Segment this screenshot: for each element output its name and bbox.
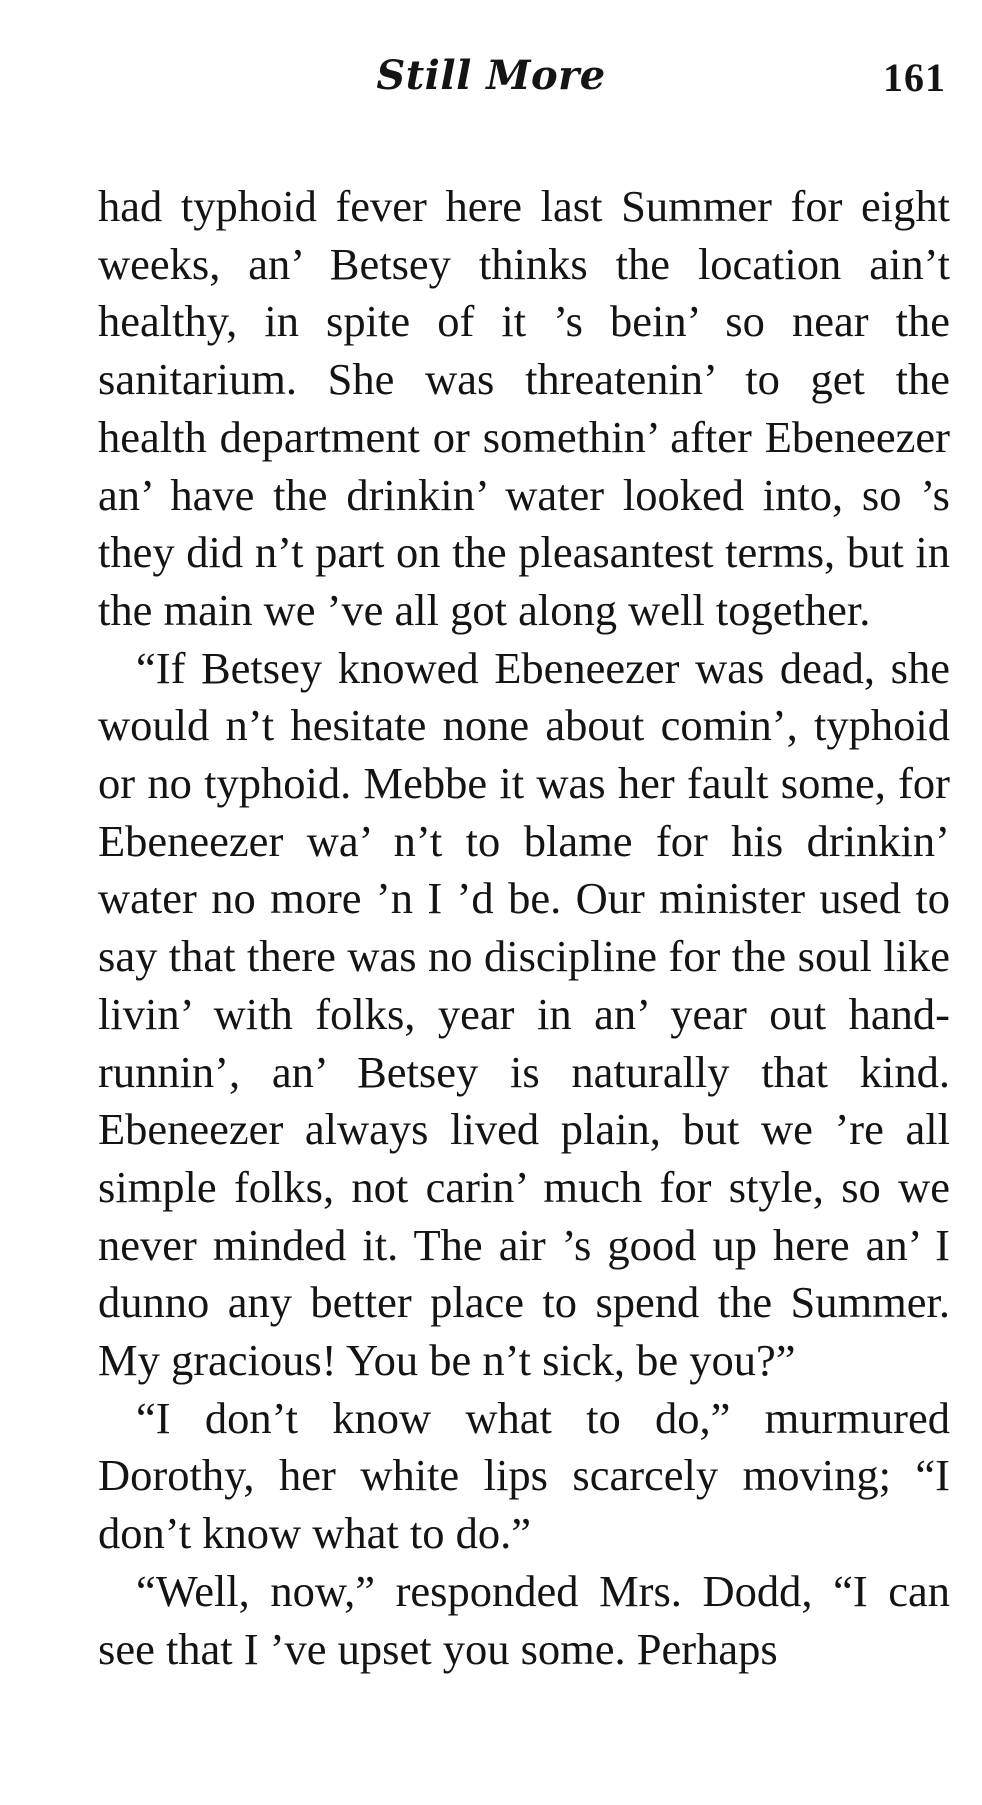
paragraph-dorothy: “I don’t know what to do,” murmured Dorothy, her white lips scarcely moving; “I don’t know what to do.” xyxy=(98,1392,950,1559)
paragraph-betsey: “If Betsey knowed Ebeneezer was dead, she would n’t hesitate none about comin’, typhoid or no typhoid. Mebbe it was her fault some, for Ebeneezer wa’ n’t to blame for his drinkin’ water no more ’n I ’d be. Our minister used to say that there was no discipline for the soul like livin’ with folks, year in an’ year out hand-runnin’, an’ Betsey is naturally that kind. Ebeneezer always lived plain, but we ’re all simple folks, not carin’ much for style, so we never minded it. The air ’s good up here an’ I dunno any better place to spend the Summer. My gracious! You be n’t sick, be you?” xyxy=(98,642,950,1386)
running-title: Still More xyxy=(376,52,606,99)
page-number: 161 xyxy=(883,55,946,100)
running-header xyxy=(0,52,982,112)
body-text xyxy=(98,178,950,1678)
paragraph-mrs-dodd: “Well, now,” responded Mrs. Dodd, “I can see that I ’ve upset you some. Perhaps xyxy=(98,1565,950,1674)
paragraph-continuation: had typhoid fever here last Summer for eight weeks, an’ Betsey thinks the location ain’t healthy, in spite of it ’s bein’ so near the sanitarium. She was threatenin’ to get the health department or somethin’ after Ebeneezer an’ have the drinkin’ water looked into, so ’s they did n’t part on the pleasantest terms, but in the main we ’ve all got along well together. xyxy=(98,181,950,635)
